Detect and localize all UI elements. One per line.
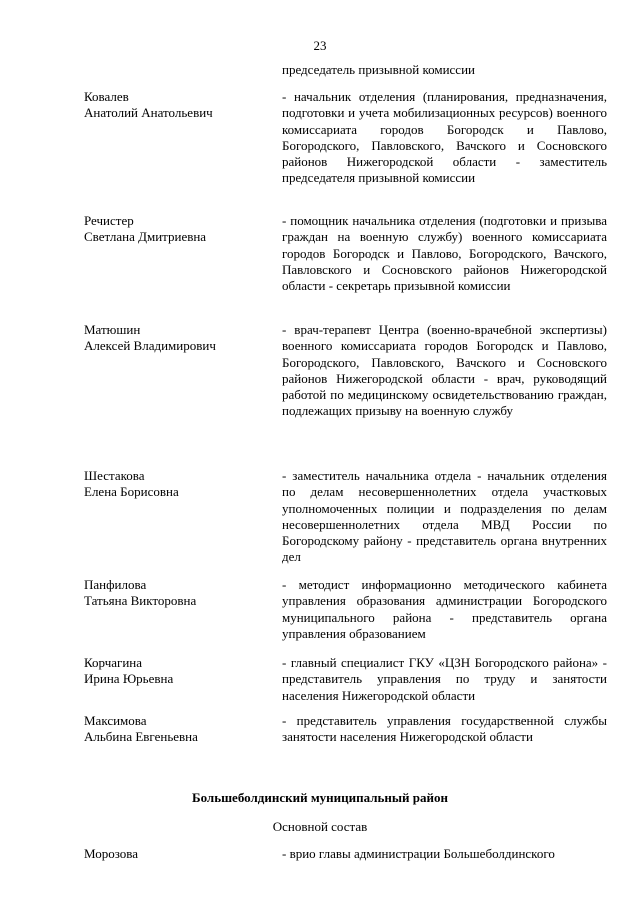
member-name <box>84 213 274 246</box>
member-role: - методист информационно методического кабинета управления образования администрации Богородского муниципального района - представитель органа управления образованием <box>282 577 607 641</box>
member-role: - врио главы администрации Большеболдинского <box>282 846 555 861</box>
member-role: - начальник отделения (планирования, предназначения, подготовки и учета мобилизационных ресурсов) военного комиссариата городов Богородск и Павлово, Богородского, Павловского, Вачского и Сосновского районов Нижегородской области - заместитель председателя призывной комиссии <box>282 89 607 186</box>
member-surname: Морозова <box>84 846 139 861</box>
member-given-names: Алексей Владимирович <box>84 338 216 354</box>
section-heading: Большеболдинский муниципальный район <box>191 790 448 805</box>
member-surname: Шестакова <box>84 468 145 483</box>
member-surname: Речистер <box>84 213 134 228</box>
member-given-names: Светлана Дмитриевна <box>84 229 207 245</box>
member-given-names: Альбина Евгеньевна <box>84 729 198 745</box>
member-role: - главный специалист ГКУ «ЦЗН Богородского района» - представитель управления по труду и занятости населения Нижегородской области <box>282 655 607 703</box>
member-surname: Корчагина <box>84 655 143 670</box>
member-role: - представитель управления государственной службы занятости населения Нижегородской области <box>282 713 607 745</box>
member-name <box>84 846 274 862</box>
member-given-names: Анатолий Анатольевич <box>84 105 213 121</box>
section-subheading: Основной состав <box>272 819 368 834</box>
member-surname: Ковалев <box>84 89 129 104</box>
member-name <box>84 468 274 501</box>
member-role: - врач-терапевт Центра (военно-врачебной экспертизы) военного комиссариата городов Богородск и Павлово, Богородского, Павловского, Вачского и Сосновского районов Нижегородской области - врач, руководящий работой по медицинскому освидетельствованию граждан, подлежащих призыву на военную службу <box>282 322 607 419</box>
member-name <box>84 713 274 746</box>
member-name <box>84 322 274 355</box>
member-surname: Матюшин <box>84 322 141 337</box>
page-number: 23 <box>313 38 327 53</box>
member-given-names: Ирина Юрьевна <box>84 671 174 687</box>
member-surname: Панфилова <box>84 577 147 592</box>
continuation-text: председатель призывной комиссии <box>282 62 475 77</box>
member-given-names: Татьяна Викторовна <box>84 593 197 609</box>
member-given-names: Елена Борисовна <box>84 484 179 500</box>
member-name <box>84 89 274 122</box>
member-name <box>84 655 274 688</box>
member-role: - помощник начальника отделения (подготовки и призыва граждан на военную службу) военного комиссариата городов Богородск и Павлово, Богородского, Вачского, Павловского и Сосновского районов Нижегородской области - секретарь призывной комиссии <box>282 213 607 294</box>
member-surname: Максимова <box>84 713 147 728</box>
member-role: - заместитель начальника отдела - начальник отделения по делам несовершеннолетних отдела участковых уполномоченных полиции и подразделения по делам несовершеннолетних отдела МВД России по Богородскому району - представитель органа внутренних дел <box>282 468 607 565</box>
member-name <box>84 577 274 610</box>
